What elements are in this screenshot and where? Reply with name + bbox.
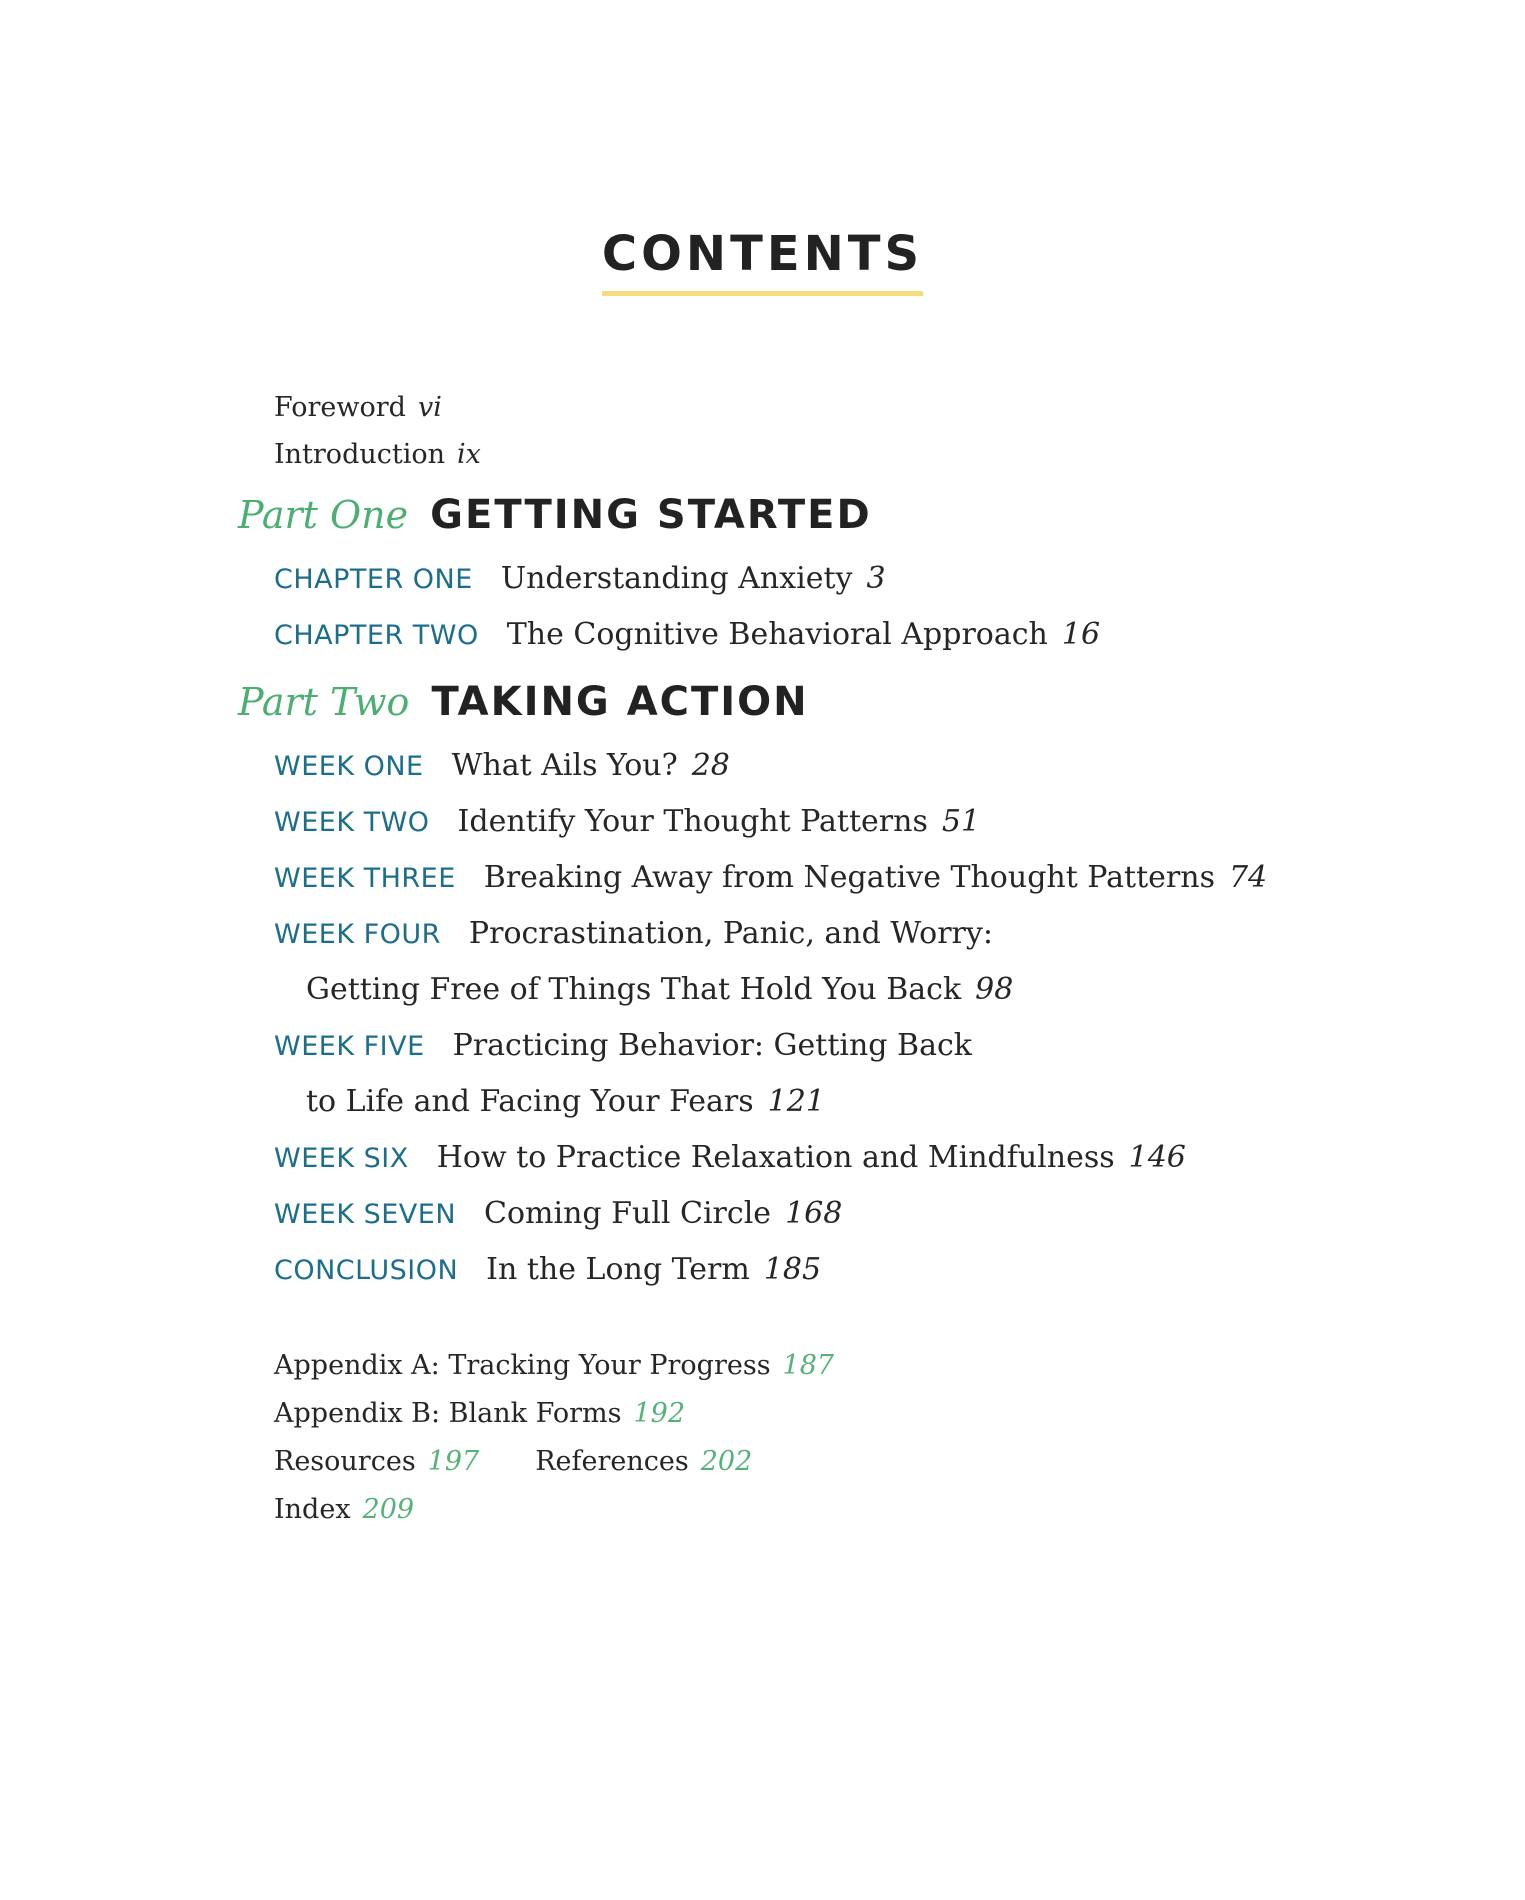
toc-entry-week-seven[interactable] <box>274 1196 842 1231</box>
entry-title: Foreword <box>274 392 406 423</box>
page-number: 121 <box>767 1084 825 1119</box>
part-script-label: Part Two <box>238 680 410 724</box>
entry-label: WEEK THREE <box>274 863 456 894</box>
entry-title-continued: to Life and Facing Your Fears <box>306 1084 754 1119</box>
toc-entry-appendix-b[interactable] <box>274 1398 685 1429</box>
front-matter <box>274 384 481 478</box>
entry-title: Identify Your Thought Patterns <box>457 804 928 839</box>
toc-entry-appendix-a[interactable] <box>274 1350 834 1381</box>
toc-entry-week-one[interactable] <box>274 748 730 783</box>
page-number: 98 <box>975 972 1014 1007</box>
toc-entry-week-five-continued[interactable] <box>306 1084 825 1119</box>
entry-title: In the Long Term <box>486 1252 750 1287</box>
entry-title: Coming Full Circle <box>484 1196 772 1231</box>
page-number: 51 <box>941 804 981 839</box>
entry-title: The Cognitive Behavioral Approach <box>506 617 1048 652</box>
entry-title-continued: Getting Free of Things That Hold You Back <box>306 972 962 1007</box>
back-matter-row <box>274 1446 752 1477</box>
part-one-heading <box>238 492 872 538</box>
entry-title: Appendix A: Tracking Your Progress <box>274 1350 771 1381</box>
page-number: 187 <box>782 1350 835 1381</box>
entry-title: Resources <box>274 1446 416 1477</box>
page-number: 3 <box>866 561 886 596</box>
page-number: 197 <box>427 1446 480 1477</box>
entry-title: Practicing Behavior: Getting Back <box>452 1028 972 1063</box>
toc-entry-index[interactable] <box>274 1494 414 1525</box>
toc-entry-conclusion[interactable] <box>274 1252 821 1287</box>
page-number: ix <box>457 439 481 470</box>
entry-title: Understanding Anxiety <box>500 561 853 596</box>
entry-title: Procrastination, Panic, and Worry: <box>468 916 993 951</box>
entry-label: CONCLUSION <box>274 1255 459 1286</box>
toc-entry-week-four-continued[interactable] <box>306 972 1013 1007</box>
page-number: vi <box>417 392 442 423</box>
page-title: CONTENTS <box>602 228 923 296</box>
entry-label: WEEK SEVEN <box>274 1199 457 1230</box>
entry-title: Index <box>274 1494 351 1525</box>
toc-entry-introduction[interactable] <box>274 431 481 478</box>
entry-title: Breaking Away from Negative Thought Patterns <box>483 860 1215 895</box>
entry-title: What Ails You? <box>451 748 678 783</box>
part-two-heading <box>238 679 809 725</box>
title-wrap <box>0 228 1525 296</box>
page-number: 16 <box>1061 617 1101 652</box>
entry-label: WEEK FIVE <box>274 1031 425 1062</box>
part-script-label: Part One <box>238 493 409 537</box>
page-number: 74 <box>1228 860 1268 895</box>
entry-label: CHAPTER TWO <box>274 620 479 651</box>
toc-entry-chapter-two[interactable] <box>274 617 1100 652</box>
entry-title: How to Practice Relaxation and Mindfulness <box>436 1140 1115 1175</box>
toc-entry-chapter-one[interactable] <box>274 561 886 596</box>
page-number: 28 <box>691 748 730 783</box>
page-number: 185 <box>763 1252 822 1287</box>
entry-label: WEEK ONE <box>274 751 424 782</box>
toc-entry-foreword[interactable] <box>274 384 481 431</box>
entry-title: Introduction <box>274 439 445 470</box>
page-number: 209 <box>362 1494 415 1525</box>
entry-title: References <box>535 1446 689 1477</box>
part-title: GETTING STARTED <box>430 492 872 538</box>
entry-label: WEEK SIX <box>274 1143 409 1174</box>
entry-label: WEEK FOUR <box>274 919 441 950</box>
part-title: TAKING ACTION <box>431 679 809 725</box>
toc-entry-week-six[interactable] <box>274 1140 1186 1175</box>
page-number: 146 <box>1128 1140 1186 1175</box>
toc-entry-references[interactable] <box>535 1446 752 1477</box>
toc-entry-week-five[interactable] <box>274 1028 972 1063</box>
entry-label: WEEK TWO <box>274 807 430 838</box>
entry-title: Appendix B: Blank Forms <box>274 1398 622 1429</box>
toc-entry-week-two[interactable] <box>274 804 980 839</box>
page-number: 202 <box>700 1446 753 1477</box>
toc-entry-week-four[interactable] <box>274 916 993 951</box>
entry-label: CHAPTER ONE <box>274 564 473 595</box>
page-number: 192 <box>633 1398 686 1429</box>
toc-entry-week-three[interactable] <box>274 860 1267 895</box>
toc-entry-resources[interactable] <box>274 1446 479 1477</box>
page-number: 168 <box>785 1196 843 1231</box>
